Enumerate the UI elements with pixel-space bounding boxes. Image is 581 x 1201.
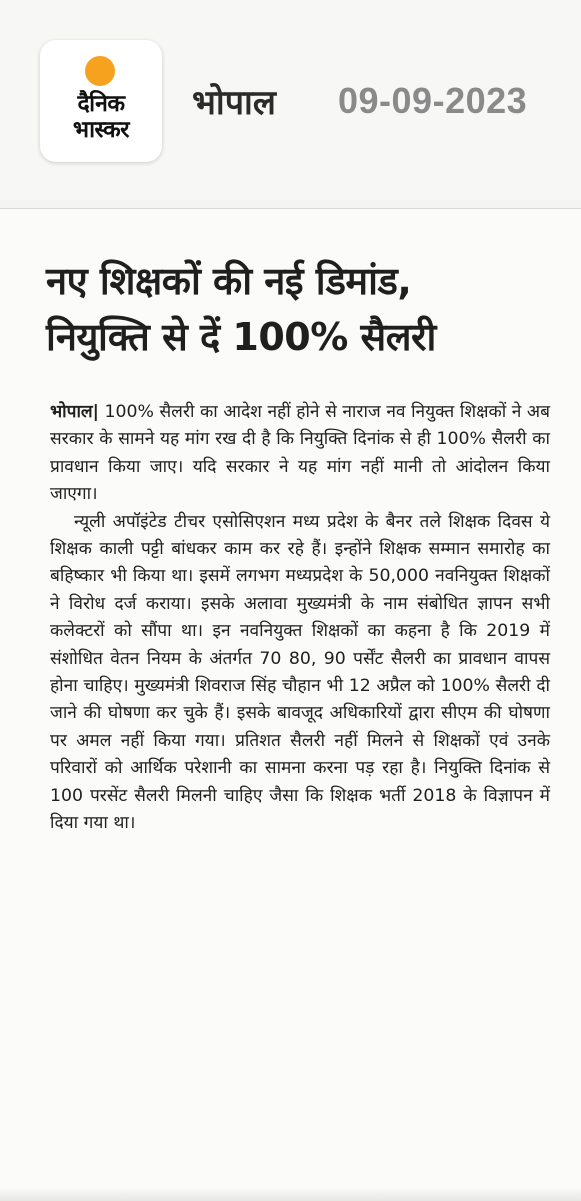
- edition-city: भोपाल: [192, 83, 276, 123]
- newspaper-clipping: [0, 208, 581, 1201]
- headline-line2: नियुक्ति से दें 100% सैलरी: [46, 315, 436, 359]
- dainik-bhaskar-logo[interactable]: [40, 40, 162, 162]
- logo-text-line2: भास्कर: [72, 117, 130, 143]
- paragraph-2: न्यूली अपॉइंटेड टीचर एसोसिएशन मध्य प्रदेश के बैनर तले शिक्षक दिवस ये शिक्षक काली पट्टी बांधकर काम कर रहे हैं। इन्होंने शिक्षक सम्मान समारोह का बहिष्कार भी किया था। इसमें लगभग मध्यप्रदेश के 50,000 नवनियुक्त शिक्षकों ने विरोध दर्ज कराया। इसके अलावा मुख्यमंत्री के नाम संबोधित ज्ञापन सभी कलेक्टरों को सौंपा था। इन नवनियुक्त शिक्षकों का कहना है कि 2019 में संशोधित वेतन नियम के अंतर्गत 70 80, 90 पर्सेंट सैलरी का प्रावधान वापस होना चाहिए। मुख्यमंत्री शिवराज सिंह चौहान भी 12 अप्रैल को 100% सैलरी दी जाने की घोषणा कर चुके हैं। इसके बावजूद अधिकारियों द्वारा सीएम की घोषणा पर अमल नहीं किया गया। प्रतिशत सैलरी नहीं मिलने से शिक्षकों एवं उनके परिवारों को आर्थिक परेशानी का सामना करना पड़ रहा है। नियुक्ति दिनांक से 100 परसेंट सैलरी मिलनी चाहिए जैसा कि शिक्षक भर्ती 2018 के विज्ञापन में दिया गया था।: [50, 511, 550, 834]
- paragraph-1-text: 100% सैलरी का आदेश नहीं होने से नाराज नव नियुक्त शिक्षकों ने अब सरकार के सामने यह मांग रख दी है कि नियुक्ति दिनांक से ही 100% सैलरी का प्रावधान किया जाए। यदि सरकार ने यह मांग नहीं मानी तो आंदोलन किया जाएगा।: [50, 402, 551, 505]
- article-body: [50, 399, 550, 838]
- logo-text-line1: दैनिक: [77, 91, 125, 117]
- source-header: [0, 0, 581, 200]
- page-edge: [0, 1187, 581, 1201]
- dateline: भोपाल|: [50, 402, 99, 422]
- edition-date: 09-09-2023: [338, 80, 528, 121]
- paragraph-1: [50, 399, 550, 509]
- headline-line1: नए शिक्षकों की नई डिमांड,: [46, 259, 412, 303]
- article-headline: [46, 253, 566, 365]
- sun-icon: [85, 56, 115, 86]
